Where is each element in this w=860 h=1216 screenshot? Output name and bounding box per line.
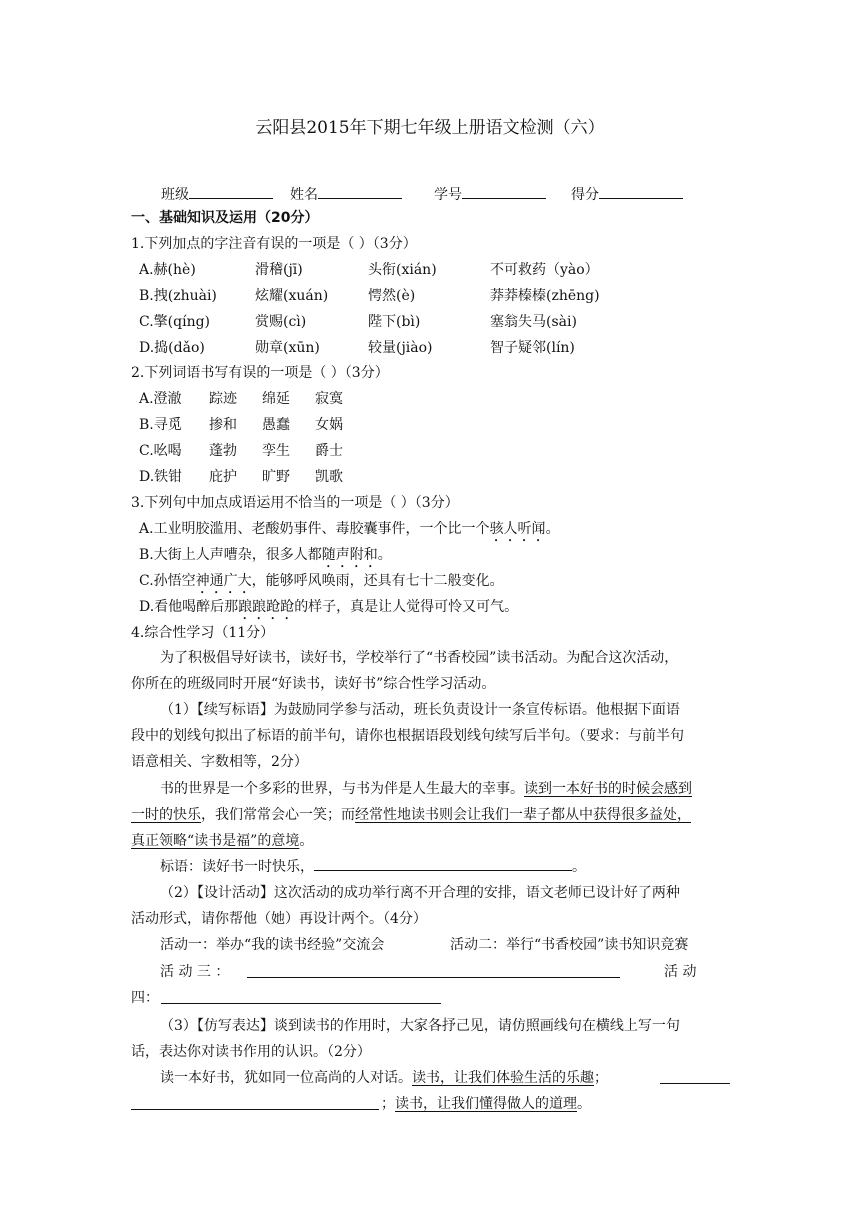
section-heading: 一、基础知识及运用（20分）	[131, 210, 319, 226]
q2-option: 孪生	[262, 443, 290, 459]
q2-option: 女娲	[315, 417, 343, 433]
slogan-line: 标语：读好书一时快乐， 。	[160, 854, 586, 880]
activity-four-label-a: 活 动	[664, 964, 697, 980]
q1-option[interactable]: C.擎(qíng)	[139, 314, 211, 330]
activity-three-label: 活 动 三 ：	[160, 964, 230, 980]
q1-option[interactable]: D.捣(dǎo)	[139, 340, 205, 356]
q2-stem: 2.下列词语书写有误的一项是（ ）（3分）	[131, 365, 389, 381]
q2-option[interactable]: B.寻觅	[139, 417, 182, 433]
q1-stem: 1.下列加点的字注音有误的一项是（ ）（3分）	[131, 236, 417, 252]
q2-option: 旷野	[262, 469, 290, 485]
activity-four-blank[interactable]	[161, 988, 441, 1004]
q4-part1-line1: （1）【续写标语】为鼓励同学参与活动，班长负责设计一条宣传标语。他根据下面语	[160, 702, 680, 718]
q4-part3-line2: 话，表达你对读书作用的认识。（2分）	[131, 1044, 371, 1060]
imitation-blank-part2[interactable]	[131, 1094, 379, 1110]
q2-option[interactable]: A.澄澈	[139, 391, 182, 407]
activity-two: 活动二：举行“书香校园”读书知识竞赛	[450, 937, 689, 953]
q1-option: 头衔(xián)	[368, 262, 437, 278]
q4-part3-line1: （3）【仿写表达】谈到读书的作用时，大家各抒己见，请仿照画线句在横线上写一句	[160, 1018, 680, 1034]
q1-option: 炫耀(xuán)	[255, 288, 329, 304]
q2-option: 掺和	[209, 417, 237, 433]
q3-option-a[interactable]: A.工业明胶滥用、老酸奶事件、毒胶囊事件，一个比一个骇人听闻。	[139, 521, 560, 537]
q4-part1-line3: 语意相关、字数相等，2分）	[131, 754, 308, 770]
q1-option: 愕然(è)	[368, 288, 416, 304]
q4-part2-line2: 活动形式，请你帮他（她）再设计两个。（4分）	[131, 911, 427, 927]
q2-option: 庇护	[209, 469, 237, 485]
score-blank[interactable]	[599, 183, 683, 199]
activity-one: 活动一：举办“我的读书经验”交流会	[160, 937, 385, 953]
q4-intro-line2: 你所在的班级同时开展“好读书，读好书”综合性学习活动。	[131, 676, 496, 692]
activity-four-label-b: 四：	[131, 990, 159, 1006]
q1-option: 莽莽榛榛(zhēng)	[490, 288, 600, 304]
q3-option-d[interactable]: D.看他喝醉后那踉踉跄跄的样子，真是让人觉得可怜又可气。	[139, 599, 519, 615]
q1-option: 不可救药（yào）	[490, 262, 599, 278]
q2-option: 愚蠢	[262, 417, 290, 433]
q2-option: 寂寞	[315, 391, 343, 407]
name-blank[interactable]	[318, 183, 402, 199]
passage-line2: 一时的快乐，我们常常会心一笑；而经常性地读书则会让我们一辈子都从中获得很多益处，	[131, 807, 691, 823]
q2-option[interactable]: D.铁钳	[139, 469, 183, 485]
q2-option: 绵延	[262, 391, 290, 407]
q2-option: 凯歌	[315, 469, 343, 485]
q1-option: 较量(jiào)	[368, 340, 433, 356]
id-field: 学号	[434, 183, 546, 205]
slogan-answer-blank[interactable]	[314, 855, 572, 871]
q1-option: 赏赐(cì)	[255, 314, 307, 330]
imitation-blank-part1[interactable]	[660, 1068, 730, 1084]
q4-stem: 4.综合性学习（11分）	[131, 625, 275, 641]
q1-option: 智子疑邻(lín)	[490, 340, 575, 356]
activity-three-blank[interactable]	[247, 962, 620, 978]
q4-intro-line1: 为了积极倡导好读书，读好书，学校举行了“书香校园”读书活动。为配合这次活动，	[160, 650, 679, 666]
q3-option-c[interactable]: C.孙悟空神通广大，能够呼风唤雨，还具有七十二般变化。	[139, 573, 504, 589]
class-blank[interactable]	[189, 183, 273, 199]
name-field: 姓名	[290, 183, 402, 205]
q4-part2-line1: （2）【设计活动】这次活动的成功举行离不开合理的安排，语文老师已设计好了两种	[160, 885, 680, 901]
q1-option[interactable]: B.拽(zhuài)	[139, 288, 217, 304]
score-field: 得分	[571, 183, 683, 205]
q1-option: 滑稽(jī)	[255, 262, 303, 278]
passage-line1: 书的世界是一个多彩的世界，与书为伴是人生最大的幸事。读到一本好书的时候会感到	[160, 781, 692, 797]
q3-stem: 3.下列句中加点成语运用不恰当的一项是（ ）（3分）	[131, 495, 459, 511]
q2-option[interactable]: C.吆喝	[139, 443, 182, 459]
exam-title: 云阳县2015年下期七年级上册语文检测（六）	[255, 118, 605, 138]
class-field: 班级	[161, 183, 273, 205]
q2-option: 蓬勃	[209, 443, 237, 459]
passage-line3: 真正领略“读书是福”的意境。	[131, 833, 314, 849]
imitation-line1: 读一本好书，犹如同一位高尚的人对话。读书，让我们体验生活的乐趣；	[160, 1070, 608, 1086]
q1-option[interactable]: A.赫(hè)	[139, 262, 196, 278]
q2-option: 踪迹	[209, 391, 237, 407]
q1-option: 陛下(bì)	[368, 314, 421, 330]
q1-option: 塞翁失马(sài)	[490, 314, 577, 330]
q1-option: 勋章(xūn)	[255, 340, 320, 356]
q2-option: 爵士	[315, 443, 343, 459]
q4-part1-line2: 段中的划线句拟出了标语的前半句，请你也根据语段划线句续写后半句。（要求：与前半句	[131, 728, 684, 744]
q3-option-b[interactable]: B.大街上人声嘈杂，很多人都随声附和。	[139, 547, 392, 563]
id-blank[interactable]	[462, 183, 546, 199]
imitation-line2: ；读书，让我们懂得做人的道理。	[381, 1096, 591, 1112]
